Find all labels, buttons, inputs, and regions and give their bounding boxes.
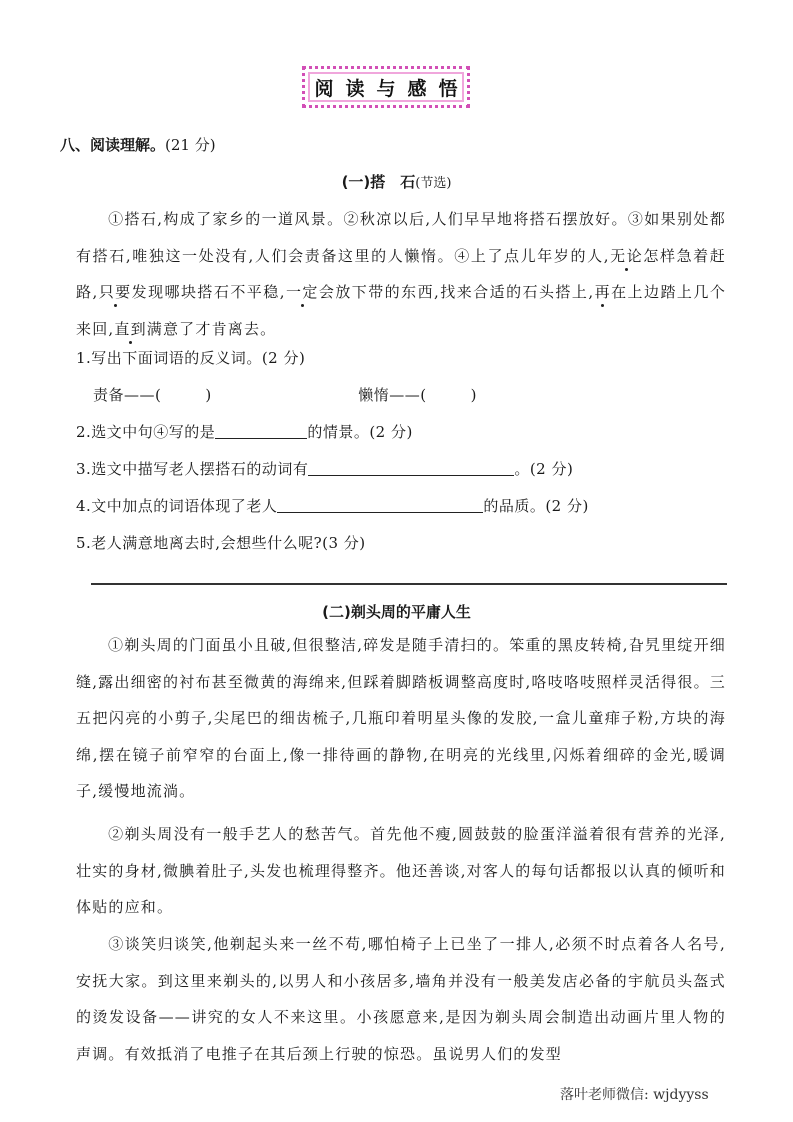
passage1-paragraph [76,201,726,347]
question-4-blank[interactable] [277,496,483,513]
section-score: (21 分) [165,136,216,154]
passage1-text: ①搭石,构成了家乡的一道风景。②秋凉以后,人们早早地将搭石摆放好。③如果 [108,210,678,228]
question-3-blank[interactable] [308,459,514,476]
dotted-word: 直到 [114,319,147,338]
question-3-suffix: 。(2 分) [514,460,574,478]
question-5: 5.老人满意地离去时,会想些什么呢?(3 分) [76,534,366,552]
passage2-paragraph-1 [76,627,726,810]
passage1-title-text: (一)搭 石 [341,173,416,191]
dotted-word: 无论 [609,246,644,265]
dotted-word: 只要 [98,283,132,301]
antonym-right-close: ) [470,386,477,404]
passage1-text: 会放下带的东西,找来合适的石头搭上, [318,283,595,301]
question-3-text: 3.选文中描写老人摆搭石的动词有 [76,460,309,478]
dotted-word: 再 [594,283,612,301]
passage1-text: 满意了才肯离去。 [146,319,277,338]
passage2-text: ③谈笑归谈笑,他剃起头来一丝不苟,哪怕椅子上已坐了一排人,必须不时点着各人名号,安抚大家。到这里来剃头的,以男人和小孩居多,墙角并没有一般美发店必备的宇航员头盔式的烫发设备——讲究的女人不来这里。小孩愿意来,是因为剃头周会制造出动画片里人物的声调。有效抵消了电推子在其后颈上行驶的惊恐。虽说男人们的发型 [76,935,726,1063]
section-heading [60,134,216,155]
passage1-subtitle: (节选) [415,176,452,191]
section-banner [302,66,470,108]
question-2-blank[interactable] [215,422,307,439]
question-2 [76,421,413,442]
passage1-title [0,171,793,192]
question-1: 1.写出下面词语的反义词。(2 分) [76,349,306,367]
question-4 [76,495,589,516]
question-3 [76,458,573,479]
question-1-antonyms [93,384,477,405]
passage2-paragraph-3 [76,926,726,1072]
passage2-title: (二)剃头周的平庸人生 [322,603,471,621]
question-2-suffix: 的情景。(2 分) [307,423,413,441]
passage1-text: 怎样急着赶路, [76,246,726,301]
passage1-text: 发现哪块搭石不平稳, [131,283,286,301]
passage2-text: ②剃头周没有一般手艺人的愁苦气。首先他不瘦,圆鼓鼓的脸蛋洋溢着很有营养的光泽,壮实的身材,微腆着肚子,头发也梳理得整齐。他还善谈,对客人的每句话都报以认真的倾听和体贴的应和。 [76,825,726,916]
banner-title: 阅读与感悟 [314,77,470,100]
passage2-paragraph-2 [76,816,726,926]
passage1-text: 在上边踏上几个来回, [76,283,727,338]
answer-line[interactable] [91,583,727,585]
antonym-right-word: 懒惰——( [358,386,427,404]
section-number: 八、阅读理解。 [60,136,166,154]
question-4-suffix: 的品质。(2 分) [483,497,589,515]
dotted-word: 一定 [285,283,319,301]
antonym-left-word: 责备——( [93,386,162,404]
passage2-text: ①剃头周的门面虽小且破,但很整洁,碎发是随手清扫的。笨重的黑皮转椅,旮旯里绽开细缝,露出细密的衬布甚至微黄的海绵来,但踩着脚踏板调整高度时,咯吱咯吱照样灵活得很。三五把闪亮的小剪子,尖尾巴的细齿梳子,几瓶印着明星头像的发胶,一盒儿童痱子粉,方块的海绵,摆在镜子前窄窄的台面上,像一排待画的静物,在明亮的光线里,闪烁着细碎的金光,暖调子,缓慢地流淌。 [76,636,726,800]
antonym-left-close: ) [205,386,212,404]
passage1-text: 别处都有搭石,唯独这一处没有,人们会责备这里的人懒惰。④上了点儿年岁的人, [76,210,726,265]
question-2-text: 2.选文中句④写的是 [76,423,216,441]
question-4-text: 4.文中加点的词语体现了老人 [76,497,278,515]
footer-watermark: 落叶老师微信: wjdyyss [560,1087,709,1103]
